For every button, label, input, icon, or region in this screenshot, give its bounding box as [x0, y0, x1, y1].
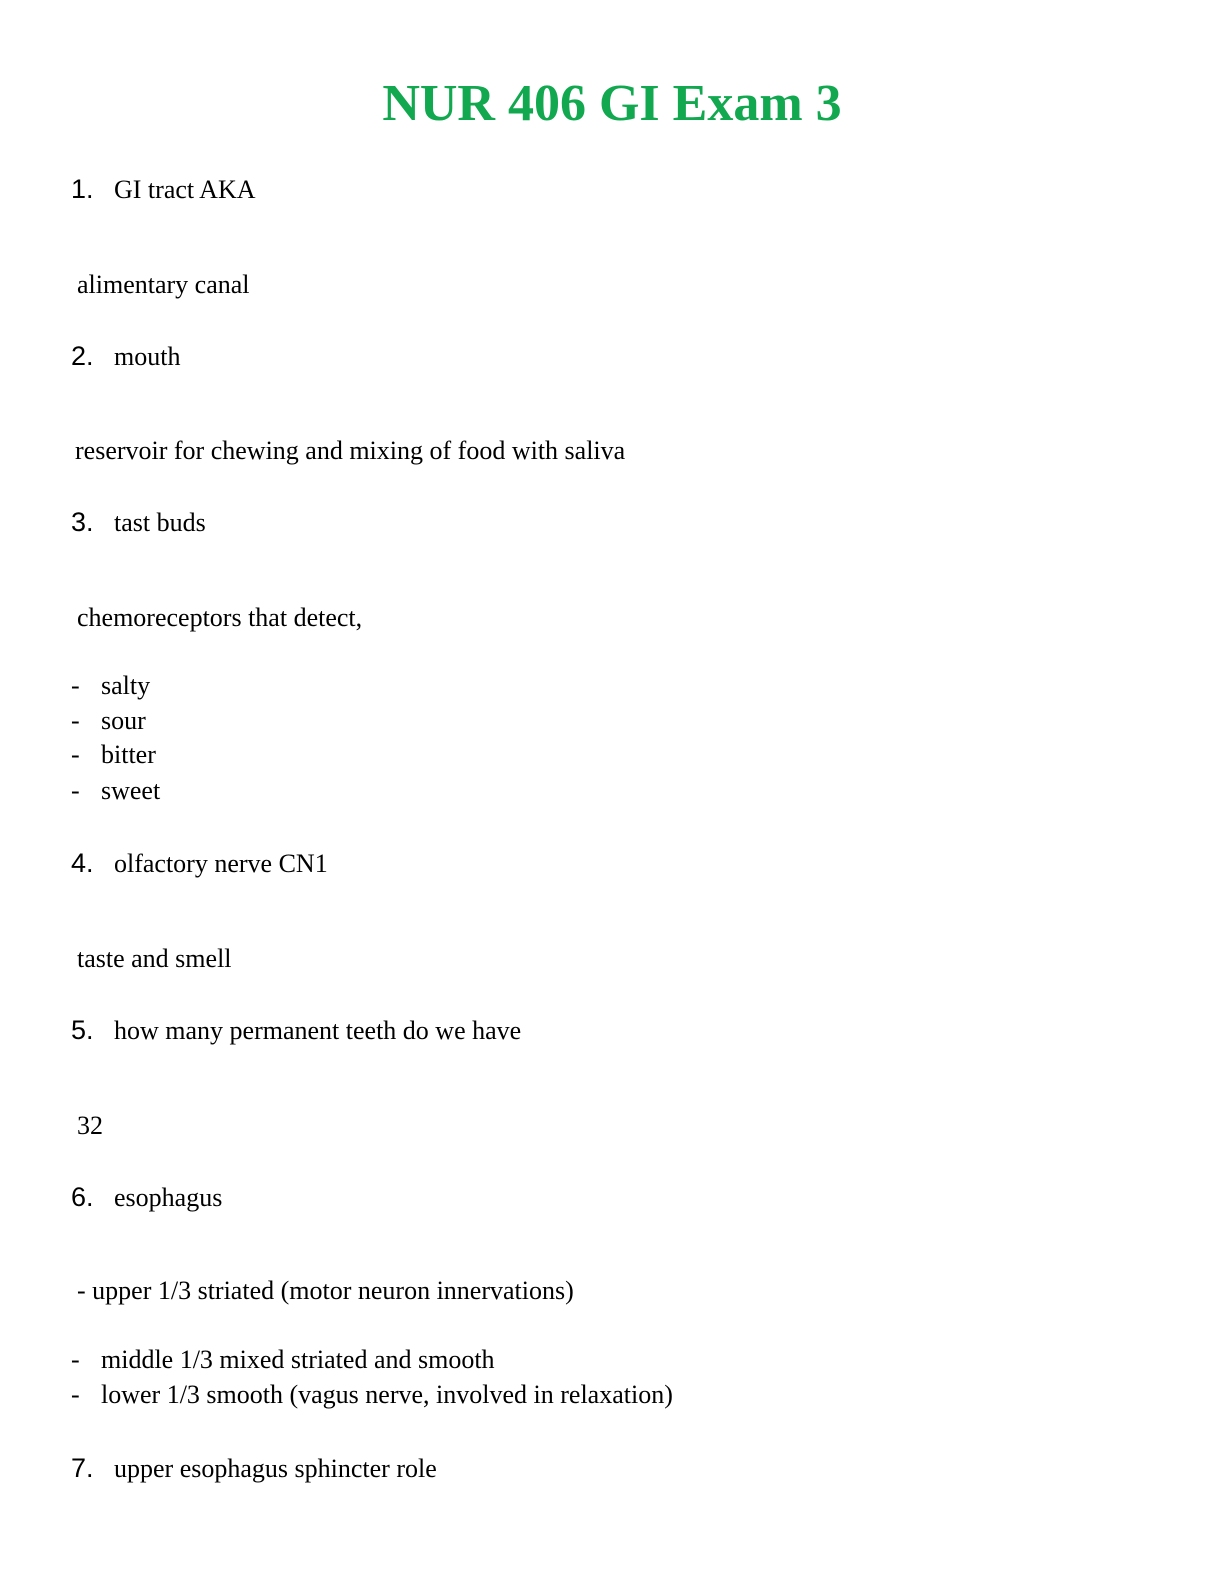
question-text: GI tract AKA: [114, 175, 256, 204]
question-text: esophagus: [114, 1183, 223, 1212]
question-number: 5.: [71, 1015, 94, 1045]
bullet-item: [71, 670, 150, 702]
page-title: NUR 406 GI Exam 3: [382, 75, 842, 132]
answer-1: alimentary canal: [77, 270, 250, 299]
bullet-item: [71, 1344, 495, 1376]
bullet-text: bitter: [101, 740, 156, 769]
bullet-marker: -: [71, 776, 80, 805]
question-number: 7.: [71, 1453, 94, 1483]
question-number: 4.: [71, 848, 94, 878]
bullet-text: lower 1/3 smooth (vagus nerve, involved in relaxation): [101, 1380, 673, 1409]
bullet-marker: -: [71, 1345, 80, 1374]
answer-3: chemoreceptors that detect,: [77, 603, 363, 632]
question-number: 3.: [71, 507, 94, 537]
question-number: 1.: [71, 174, 94, 204]
bullet-marker: -: [71, 706, 80, 735]
question-4: [71, 847, 328, 880]
bullet-marker: -: [71, 1380, 80, 1409]
bullet-item: [71, 739, 156, 771]
answer-2: reservoir for chewing and mixing of food with saliva: [75, 436, 626, 465]
bullet-item: [71, 705, 146, 737]
bullet-text: sour: [101, 706, 146, 735]
question-text: upper esophagus sphincter role: [114, 1454, 437, 1483]
question-text: how many permanent teeth do we have: [114, 1016, 522, 1045]
question-2: [71, 340, 180, 373]
answer-6: - upper 1/3 striated (motor neuron innervations): [77, 1276, 574, 1305]
question-text: tast buds: [114, 508, 206, 537]
question-1: [71, 173, 256, 206]
question-3: [71, 506, 206, 539]
question-7: [71, 1452, 437, 1485]
bullet-text: salty: [101, 671, 151, 700]
question-text: mouth: [114, 342, 181, 371]
answer-5: 32: [77, 1111, 103, 1140]
bullet-item: [71, 775, 160, 807]
question-5: [71, 1014, 521, 1047]
question-number: 6.: [71, 1182, 94, 1212]
question-number: 2.: [71, 341, 94, 371]
question-6: [71, 1181, 222, 1214]
bullet-text: sweet: [101, 776, 161, 805]
bullet-item: [71, 1379, 673, 1411]
bullet-text: middle 1/3 mixed striated and smooth: [101, 1345, 495, 1374]
answer-4: taste and smell: [77, 944, 232, 973]
bullet-marker: -: [71, 671, 80, 700]
bullet-marker: -: [71, 740, 80, 769]
question-text: olfactory nerve CN1: [114, 849, 328, 878]
